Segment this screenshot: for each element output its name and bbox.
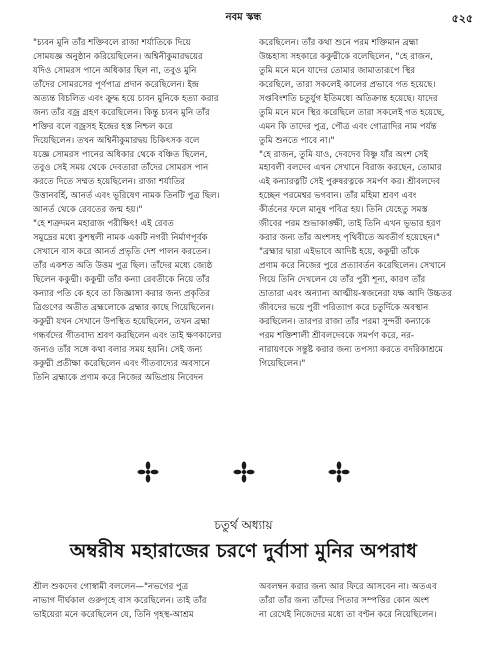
chapter-title: অম্বরীষ মহারাজের চরণে দুর্বাসা মুনির অপরাধ [69, 540, 418, 562]
text-line: হচ্ছেন পরমেশ্বর ভগবান। তাঁর মহিমা শ্রবণ এবং [259, 191, 417, 202]
text-line: সোমযজ্ঞ অনুষ্ঠান করিয়েছিলেন। অশ্বিনীকুমারদ্বয়ের [33, 51, 203, 62]
text-line: তুমি শুনতে পাবে না।" [259, 135, 335, 146]
text-line: দিয়েছিলেন। তখন অশ্বিনীকুমারদ্বয় চিকিৎসক বলে [33, 135, 200, 146]
page-header [0, 10, 487, 28]
text-line: তিনি ব্রহ্মাকে প্রণাম করে নিজের অভিপ্রায় নিবেদন [33, 372, 204, 383]
text-line: কন্যার পতি কে হবে তা জিজ্ঞাসা করার জন্য প্রকৃতির [33, 288, 210, 299]
text-line: "হে রাজন, তুমি যাও, দেবদেব বিষ্ণু যাঁর অংশ সেই [259, 149, 429, 160]
text-line: ছিলেন ককুদ্মী। ককুদ্মী তাঁর কন্যা রেবতীকে নিয়ে তাঁর [33, 274, 210, 285]
text-line: অবলম্বন করার জন্য আর ফিরে আসবেন না। অতএব [259, 582, 437, 592]
text-line: তাঁর একশত অতি উত্তম পুত্র ছিল। তাঁদের মধ্যে জ্যেষ্ঠ [33, 261, 213, 271]
text-line: গিয়েছিলেন।" [259, 358, 306, 369]
text-line: শক্তির বলে বজ্রসহ ইন্দ্রের হস্ত নিশ্চল করে [33, 121, 173, 132]
text-line: উত্তানবর্হি, আনর্ত এবং ভূরিষেণ নামক তিনটি পুত্র ছিল। [33, 191, 220, 202]
running-head: নবম স্কন্ধ [225, 12, 262, 23]
text-line: এমন কি তাদের পুত্র, পৌত্র এবং গোত্রাদির নাম পর্যন্ত [259, 121, 437, 132]
text-line: কীর্তনের ফলে মানুষ পবিত্র হয়। তিনি যেহেতু সমস্ত [259, 205, 428, 216]
text-line: উচ্চহাস্য সহকারে ককুদ্মীকে বলেছিলেন, "হে রাজন, [259, 51, 433, 62]
text-line: জন্য তাঁর বজ্র গ্রহণ করেছিলেন। কিন্তু চ্যবন মুনি তাঁর [33, 107, 210, 118]
text-line: করছিলেন। তারপর রাজা তাঁর পরমা সুন্দরী কন্যাকে [259, 316, 431, 327]
text-line: ভ্রাতারা এবং অন্যান্য আত্মীয়-স্বজনেরা যক্ষ আদি উচ্চতর [259, 288, 452, 299]
text-line: "ব্রহ্মার দ্বারা এইভাবে আদিষ্ট হয়ে, ককুদ্মী তাঁকে [259, 247, 420, 258]
text-line: ককুদ্মী যখন সেখানে উপস্থিত হয়েছিলেন, তখন ব্রহ্মা [33, 316, 210, 327]
text-line: করেছিলেন। তাঁর কথা শুনে পরম শক্তিমান ব্রহ্মা [259, 38, 419, 48]
text-line: এই কন্যারত্নটি সেই পুরুষরত্নকে সমর্পণ কর। শ্রীবলদেব [259, 177, 441, 188]
text-line: সপ্তবিংশতি চতুর্যুগ ইতিমধ্যে অতিক্রান্ত হয়েছে। যাদের [259, 93, 438, 104]
text-line: সমুদ্রের মধ্যে কুশস্থলী নামক একটি নগরী নির্মাণপূর্বক [33, 233, 208, 244]
text-line: ভাইয়েরা মনে করেছিলেন যে, তিনি গৃহস্থ-আশ্রম [33, 609, 194, 620]
text-line: শ্রীল শুকদেব গোস্বামী বললেন—"নভগের পুত্র [33, 582, 189, 592]
text-line: প্রণাম করে নিজের পুরে প্রত্যাবর্তন করেছিলেন। সেখানে [259, 261, 446, 271]
text-line: নাভাগ দীর্ঘকাল গুরুগৃহে বাস করেছিলেন। তাই তাঁর [33, 595, 207, 606]
text-line: সেখানে বাস করে আনর্ত প্রভৃতি দেশ পালন করতেন। [33, 247, 211, 258]
text-line: তুমি মনে মনে স্থির করেছিলে তারা সকলেই গত হয়েছে, [259, 107, 445, 118]
text-line: তুমি মনে মনে যাদের তোমার জামাতারূপে স্থির [259, 65, 416, 76]
chapter-intro-right [259, 580, 471, 622]
text-line: অত্যন্ত বিচলিত এবং ক্রুদ্ধ হয়ে চ্যবন মুনিকে হত্যা করার [33, 93, 219, 104]
page-number: ৫২৫ [451, 12, 473, 25]
left-column-text [33, 37, 241, 385]
text-line: করতে দিতে সম্মত হয়েছিলেন। রাজা শর্যাতির [33, 177, 185, 188]
right-column-text [259, 37, 471, 372]
text-line: তবুও সেই সময় থেকে দেবতারা তাঁদের সোমরস পান [33, 163, 209, 174]
text-line: আনর্ত থেকে রেবতের জন্ম হয়।" [33, 205, 143, 216]
text-line: জীবের পরম শুভাকাঙ্ক্ষী, তাই তিনি এখন ভূভার হরণ [259, 219, 441, 230]
section-ornament-divider [0, 461, 487, 483]
text-line: না রেখেই নিজেদের মধ্যে তা বণ্টন করে নিয়েছিলেন। [259, 609, 437, 620]
text-line: ত্রিগুণের অতীত ব্রহ্মলোকে ব্রহ্মার কাছে গিয়েছিলেন। [33, 302, 214, 313]
text-line: পরম শক্তিশালী শ্রীবলদেবকে সমর্পণ করে, নর- [259, 330, 415, 341]
text-line: জন্যও তাঁর সঙ্গে কথা বলার সময় হয়নি। সেই জন্য [33, 344, 203, 355]
text-line: "হে শত্রুদমন মহারাজ পরীক্ষিৎ! এই রেবত [33, 219, 174, 230]
flower-ornament-icon [233, 461, 255, 483]
chapter-intro-left [33, 580, 245, 622]
text-line: করার জন্য তাঁর অংশসহ পৃথিবীতে অবতীর্ণ হয়েছেন।" [259, 233, 440, 244]
text-line: করেছিলে, তারা সকলেই কালের প্রভাবে গত হয়েছে। [259, 79, 436, 90]
flower-ornament-icon [137, 461, 159, 483]
text-line: "চ্যবন মুনি তাঁর শক্তিবলে রাজা শর্যাতিকে দিয়ে [33, 38, 191, 48]
text-line: যদিও সোমরস পানে অধিকার ছিল না, তবুও মুনি [33, 65, 197, 76]
text-line: যজ্ঞে সোমরস পানের অধিকার থেকে বঞ্চিত ছিলেন, [33, 149, 208, 160]
text-line: গন্ধর্বদের গীতবাদ্য শ্রবণ করছিলেন এবং তাই ক্ষণকালের [33, 330, 222, 341]
text-line: তাঁদের সোমরসের পূর্ণপাত্র প্রদান করেছিলেন। ইন্দ্র [33, 79, 199, 90]
text-line: ককুদ্মী প্রতীক্ষা করেছিলেন এবং গীতবাদ্যের অবসানে [33, 358, 210, 369]
text-line: তাঁরা তাঁর জন্য তাঁদের পিতার সম্পত্তির কোন অংশ [259, 595, 430, 606]
text-line: মহাবলী বলদেব এখন সেখানে বিরাজ করছেন, তোমার [259, 163, 442, 174]
text-line: গিয়ে তিনি দেখলেন যে তাঁর পুরী শূন্য, কারণ তাঁর [259, 274, 426, 285]
text-line: নারায়ণকে সন্তুষ্ট করার জন্য তপস্যা করতে বদরিকাশ্রমে [259, 344, 444, 355]
chapter-number: চতুর্থ অধ্যায় [214, 518, 273, 532]
text-line: জীবদের ভয়ে পুরী পরিত্যাগ করে চতুর্দিকে অবস্থান [259, 302, 429, 313]
flower-ornament-icon [328, 461, 350, 483]
